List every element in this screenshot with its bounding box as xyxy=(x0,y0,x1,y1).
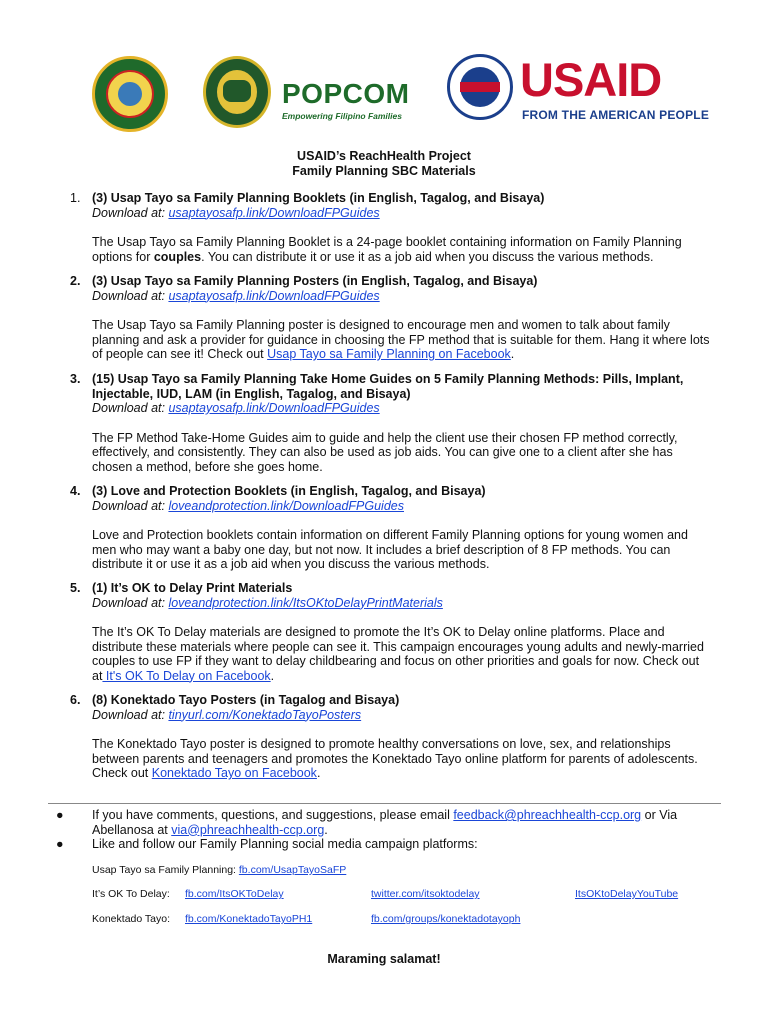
download-link[interactable]: usaptayosafp.link/DownloadFPGuides xyxy=(168,205,380,220)
ok-label: It’s OK To Delay: xyxy=(92,888,170,900)
material-item-4 xyxy=(70,484,712,572)
facebook-link[interactable]: Usap Tayo sa Family Planning on Facebook xyxy=(267,347,511,361)
contact-bullets xyxy=(56,808,720,852)
ok-twitter-link[interactable]: twitter.com/itsoktodelay xyxy=(371,888,480,900)
material-item-3 xyxy=(70,372,712,474)
department-of-health-seal xyxy=(92,56,168,132)
ok-youtube-link[interactable]: ItsOKtoDelayYouTube xyxy=(575,888,679,900)
download-line: Download at: tinyurl.com/KonektadoTayoPosters xyxy=(92,707,362,722)
material-item-6 xyxy=(70,693,712,781)
item-heading: (3) Usap Tayo sa Family Planning Posters (in English, Tagalog, and Bisaya) xyxy=(92,274,538,288)
item-description: The It’s OK To Delay materials are designed to promote the It’s OK to Delay online platforms. Place and distribute these materials where people can see it. This campaign encourages young adults and newly-married couples to use FP if they want to delay childbearing and focus on other priorities and goals for now. Check out at It's OK To Delay on Facebook. xyxy=(92,625,704,683)
material-item-5 xyxy=(70,581,712,683)
facebook-link[interactable]: Konektado Tayo on Facebook xyxy=(151,766,317,780)
popcom-tagline: Empowering Filipino Families xyxy=(282,111,402,121)
material-item-2 xyxy=(70,274,712,362)
item-description: The Konektado Tayo poster is designed to promote healthy conversations on love, sex, and relationships between parents and teenagers and promotes the Konektado Tayo online platform for parents of adolescents. Check out Konektado Tayo on Facebook. xyxy=(92,737,698,780)
popcom-seal xyxy=(203,56,271,128)
download-link[interactable]: usaptayosafp.link/DownloadFPGuides xyxy=(168,288,380,303)
closing-message: Maraming salamat! xyxy=(327,952,441,966)
feedback-email-link[interactable]: feedback@phreachhealth-ccp.org xyxy=(453,808,642,822)
download-line: Download at: usaptayosafp.link/DownloadFPGuides xyxy=(92,401,380,415)
usap-facebook-link[interactable]: fb.com/UsapTayoSaFP xyxy=(238,864,347,876)
item-number: 3. xyxy=(70,372,81,386)
item-heading: (8) Konektado Tayo Posters (in Tagalog and Bisaya) xyxy=(92,693,400,707)
social-bullet: ● Like and follow our Family Planning social media campaign platforms: xyxy=(56,837,478,851)
item-number: 5. xyxy=(70,581,81,595)
download-line: Download at: loveandprotection.link/ItsOKtoDelayPrintMaterials xyxy=(92,595,443,610)
item-number: 4. xyxy=(70,484,81,498)
document-subtitle: Family Planning SBC Materials xyxy=(292,164,476,178)
konektado-group-link[interactable]: fb.com/groups/konektadotayoph xyxy=(371,913,521,925)
item-heading: (15) Usap Tayo sa Family Planning Take Home Guides on 5 Family Planning Methods: Pills, Implant, Injectable, IUD, LAM (in English, Tagalog, and Bisaya) xyxy=(92,372,684,401)
download-link[interactable]: usaptayosafp.link/DownloadFPGuides xyxy=(168,401,380,415)
download-line: Download at: loveandprotection.link/DownloadFPGuides xyxy=(92,498,404,513)
download-link[interactable]: loveandprotection.link/ItsOKtoDelayPrintMaterials xyxy=(168,595,443,610)
logo-banner xyxy=(0,50,768,140)
item-description: The Usap Tayo sa Family Planning Booklet is a 24-page booklet containing information on Family Planning options for couples. You can distribute it or use it as a job aid when you discuss the various methods. xyxy=(92,235,682,264)
usaid-logo-text: USAID xyxy=(520,53,662,106)
ok-facebook-link[interactable]: fb.com/ItsOKToDelay xyxy=(185,888,284,900)
download-line: Download at: usaptayosafp.link/DownloadFPGuides xyxy=(92,288,380,303)
facebook-link[interactable]: It's OK To Delay on Facebook xyxy=(102,668,271,683)
via-email-link[interactable]: via@phreachhealth-ccp.org xyxy=(171,822,325,837)
popcom-logo-text: POPCOM xyxy=(282,78,410,109)
item-number: 2. xyxy=(70,274,81,288)
bullet-dot: ● xyxy=(56,808,64,822)
item-heading: (3) Usap Tayo sa Family Planning Booklets (in English, Tagalog, and Bisaya) xyxy=(92,191,545,205)
usaid-seal xyxy=(447,54,513,120)
usap-social-row: Usap Tayo sa Family Planning: fb.com/UsapTayoSaFP xyxy=(92,864,347,876)
item-heading: (1) It’s OK to Delay Print Materials xyxy=(92,581,293,595)
item-number: 1. xyxy=(70,191,81,205)
usaid-tagline: FROM THE AMERICAN PEOPLE xyxy=(522,108,710,122)
item-heading: (3) Love and Protection Booklets (in English, Tagalog, and Bisaya) xyxy=(92,484,486,498)
item-number: 6. xyxy=(70,693,81,707)
konektado-facebook-link[interactable]: fb.com/KonektadoTayoPH1 xyxy=(185,913,313,925)
item-description: Love and Protection booklets contain information on different Family Planning options for young women and men who may want a baby one day, but not now. It includes a brief description of 8 FP methods. You can distribute it or use it as a job aid when you discuss the various methods. xyxy=(92,528,688,571)
item-description: The FP Method Take-Home Guides aim to guide and help the client use their chosen FP method correctly, effectively, and consistently. They can also be used as job aids. You can give one to a client after she has chosen a method, before she goes home. xyxy=(92,430,678,474)
download-link[interactable]: loveandprotection.link/DownloadFPGuides xyxy=(168,498,404,513)
download-line: Download at: usaptayosafp.link/DownloadFPGuides xyxy=(92,205,380,220)
item-description: The Usap Tayo sa Family Planning poster is designed to encourage men and women to talk about family planning and ask a provider for guidance in choosing the FP method that is suitable for them. Hang it where lots of people can see it! Check out Usap Tayo sa Family Planning on Facebook. xyxy=(92,318,710,361)
feedback-bullet: ● If you have comments, questions, and suggestions, please email feedback@phreachhealth-ccp.org or Via Abellanosa at via@phreachhealth-ccp.org. xyxy=(56,808,678,837)
document-title: USAID’s ReachHealth Project xyxy=(297,149,471,163)
divider xyxy=(48,803,721,804)
konektado-label: Konektado Tayo: xyxy=(92,913,171,925)
download-link[interactable]: tinyurl.com/KonektadoTayoPosters xyxy=(168,707,362,722)
material-item-1 xyxy=(70,191,712,264)
bullet-dot: ● xyxy=(56,837,64,851)
